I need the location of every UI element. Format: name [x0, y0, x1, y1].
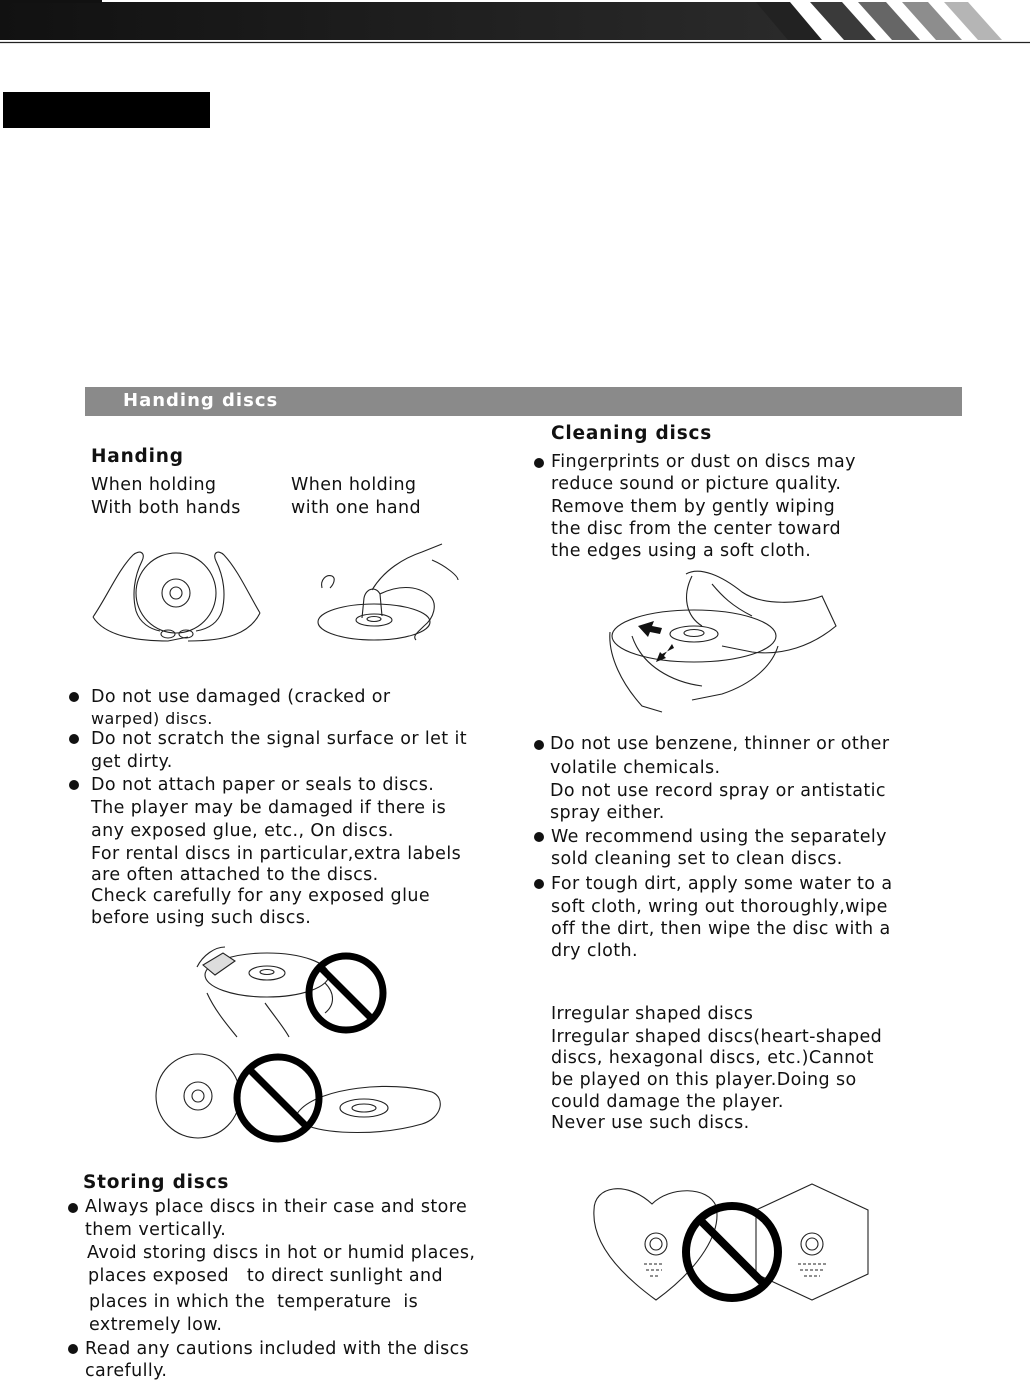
cleaning-line-5: the edges using a soft cloth.	[551, 541, 812, 561]
irregular-line-6: Never use such discs.	[551, 1113, 750, 1133]
storing-bullet-1-line-2: them vertically.	[85, 1220, 227, 1240]
header-band	[0, 0, 1030, 44]
right-bullet-2-line-2: sold cleaning set to clean discs.	[551, 849, 843, 869]
caption-one-hand-2: with one hand	[291, 498, 422, 518]
cleaning-line-3: Remove them by gently wiping	[551, 497, 836, 517]
irregular-line-3: discs, hexagonal discs, etc.)Cannot	[551, 1048, 874, 1068]
storing-bullet-1-line-1: Always place discs in their case and store	[85, 1197, 468, 1217]
left-bullet-3-line-4: For rental discs in particular,extra labels	[91, 844, 462, 864]
left-bullet-3-line-1: Do not attach paper or seals to discs.	[91, 775, 435, 795]
left-bullet-3-line-6: Check carefully for any exposed glue	[91, 886, 430, 906]
right-bullet-1-line-4: spray either.	[550, 803, 665, 823]
right-bullet-3-line-3: off the dirt, then wipe the disc with a	[551, 919, 891, 939]
wiping-disc-icon	[602, 566, 840, 714]
irregular-line-1: Irregular shaped discs	[551, 1004, 754, 1024]
caption-both-hands-2: With both hands	[91, 498, 241, 518]
left-bullet-1-line-1: Do not use damaged (cracked or	[91, 687, 391, 707]
chapter-tab	[3, 92, 210, 128]
left-bullet-3-line-5: are often attached to the discs.	[91, 865, 379, 885]
left-bullet-2-line-1: Do not scratch the signal surface or let it	[91, 729, 468, 749]
hand-holding-disc-icon	[312, 540, 464, 650]
left-bullet-3-line-3: any exposed glue, etc., On discs.	[91, 821, 394, 841]
caption-one-hand-1: When holding	[291, 475, 417, 495]
bullet-dot	[534, 458, 544, 468]
left-bullet-3-line-7: before using such discs.	[91, 908, 312, 928]
handing-heading: Handing	[91, 446, 184, 467]
storing-bullet-1-line-3: Avoid storing discs in hot or humid places,	[87, 1243, 476, 1263]
no-irregular-disc-icon	[590, 1182, 872, 1304]
left-bullet-1-line-2: warped) discs.	[91, 709, 213, 728]
irregular-line-2: Irregular shaped discs(heart-shaped	[551, 1027, 883, 1047]
caption-both-hands-1: When holding	[91, 475, 217, 495]
cleaning-line-1: Fingerprints or dust on discs may	[551, 452, 856, 472]
cleaning-line-4: the disc from the center toward	[551, 519, 841, 539]
irregular-line-5: could damage the player.	[551, 1092, 784, 1112]
right-bullet-3-line-4: dry cloth.	[551, 941, 638, 961]
section-title: Handing discs	[123, 390, 279, 411]
irregular-line-4: be played on this player.Doing so	[551, 1070, 857, 1090]
storing-bullet-2-line-1: Read any cautions included with the discs	[85, 1339, 470, 1359]
bullet-dot	[68, 1203, 78, 1213]
storing-bullet-1-line-4: places exposed to direct sunlight and	[88, 1266, 443, 1286]
section-header-bar	[85, 387, 962, 416]
right-bullet-1-line-2: volatile chemicals.	[550, 758, 721, 778]
storing-bullet-1-line-5: places in which the temperature is	[89, 1292, 419, 1312]
bullet-dot	[534, 740, 544, 750]
no-label-on-disc-icon	[185, 935, 395, 1040]
right-bullet-3-line-2: soft cloth, wring out thoroughly,wipe	[551, 897, 888, 917]
storing-bullet-1-line-6: extremely low.	[89, 1315, 223, 1335]
cleaning-heading: Cleaning discs	[551, 423, 713, 444]
bullet-dot	[534, 879, 544, 889]
right-bullet-1-line-1: Do not use benzene, thinner or other	[550, 734, 890, 754]
bullet-dot	[534, 832, 544, 842]
bullet-dot	[69, 692, 79, 702]
bullet-dot	[69, 780, 79, 790]
right-bullet-1-line-3: Do not use record spray or antistatic	[550, 781, 886, 801]
no-warped-disc-icon	[150, 1048, 445, 1148]
storing-bullet-2-line-2: carefully.	[85, 1361, 168, 1381]
bullet-dot	[69, 734, 79, 744]
left-bullet-2-line-2: get dirty.	[91, 752, 173, 772]
left-bullet-3-line-2: The player may be damaged if there is	[91, 798, 447, 818]
right-bullet-2-line-1: We recommend using the separately	[551, 827, 887, 847]
bullet-dot	[68, 1344, 78, 1354]
hands-holding-disc-icon	[88, 545, 268, 650]
right-bullet-3-line-1: For tough dirt, apply some water to a	[551, 874, 893, 894]
storing-heading: Storing discs	[83, 1172, 230, 1193]
cleaning-line-2: reduce sound or picture quality.	[551, 474, 842, 494]
